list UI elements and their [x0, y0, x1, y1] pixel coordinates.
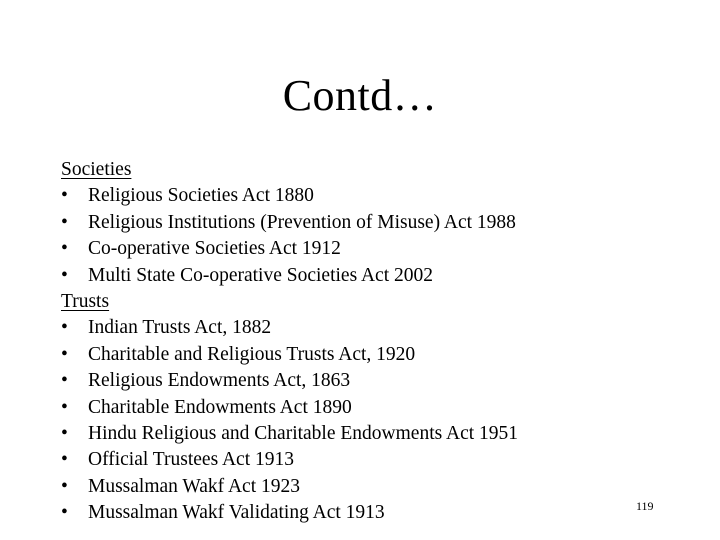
bullet-icon: •: [61, 317, 68, 339]
list-item: [61, 183, 621, 209]
list-item-text: Multi State Co-operative Societies Act 2002: [88, 264, 433, 286]
list-item-text: Official Trustees Act 1913: [88, 449, 295, 471]
bullet-icon: •: [61, 449, 68, 471]
list-item: [61, 421, 621, 447]
list-item-text: Mussalman Wakf Act 1923: [88, 475, 301, 497]
list-item-text: Hindu Religious and Charitable Endowments Act 1951: [88, 422, 519, 444]
list-item-text: Mussalman Wakf Validating Act 1913: [88, 502, 385, 524]
bullet-icon: •: [61, 185, 68, 207]
list-item: [61, 474, 621, 500]
bullet-icon: •: [61, 370, 68, 392]
list-item-text: Co-operative Societies Act 1912: [88, 238, 341, 260]
list-item: [61, 342, 621, 368]
list-item: [61, 500, 621, 526]
list-item: [61, 210, 621, 236]
list-item: [61, 315, 621, 341]
slide-title: Contd…: [282, 71, 438, 120]
section-heading-trusts: Trusts: [61, 290, 110, 312]
bullet-icon: •: [61, 211, 68, 233]
list-item-text: Charitable and Religious Trusts Act, 1920: [88, 343, 416, 365]
bullet-icon: •: [61, 343, 68, 365]
page-number: 119: [636, 499, 654, 513]
list-item-text: Indian Trusts Act, 1882: [88, 317, 272, 339]
list-item: [61, 395, 621, 421]
bullet-icon: •: [61, 422, 68, 444]
slide-body: [61, 157, 621, 526]
list-item: [61, 236, 621, 262]
list-item: [61, 263, 621, 289]
bullet-icon: •: [61, 502, 68, 524]
list-item: [61, 447, 621, 473]
bullet-icon: •: [61, 238, 68, 260]
list-item-text: Charitable Endowments Act 1890: [88, 396, 352, 418]
list-item-text: Religious Societies Act 1880: [88, 185, 314, 207]
bullet-icon: •: [61, 264, 68, 286]
list-item-text: Religious Institutions (Prevention of Misuse) Act 1988: [88, 211, 516, 233]
bullet-icon: •: [61, 396, 68, 418]
list-item-text: Religious Endowments Act, 1863: [88, 370, 351, 392]
list-item: [61, 368, 621, 394]
bullet-icon: •: [61, 475, 68, 497]
section-heading-societies: Societies: [61, 159, 132, 180]
